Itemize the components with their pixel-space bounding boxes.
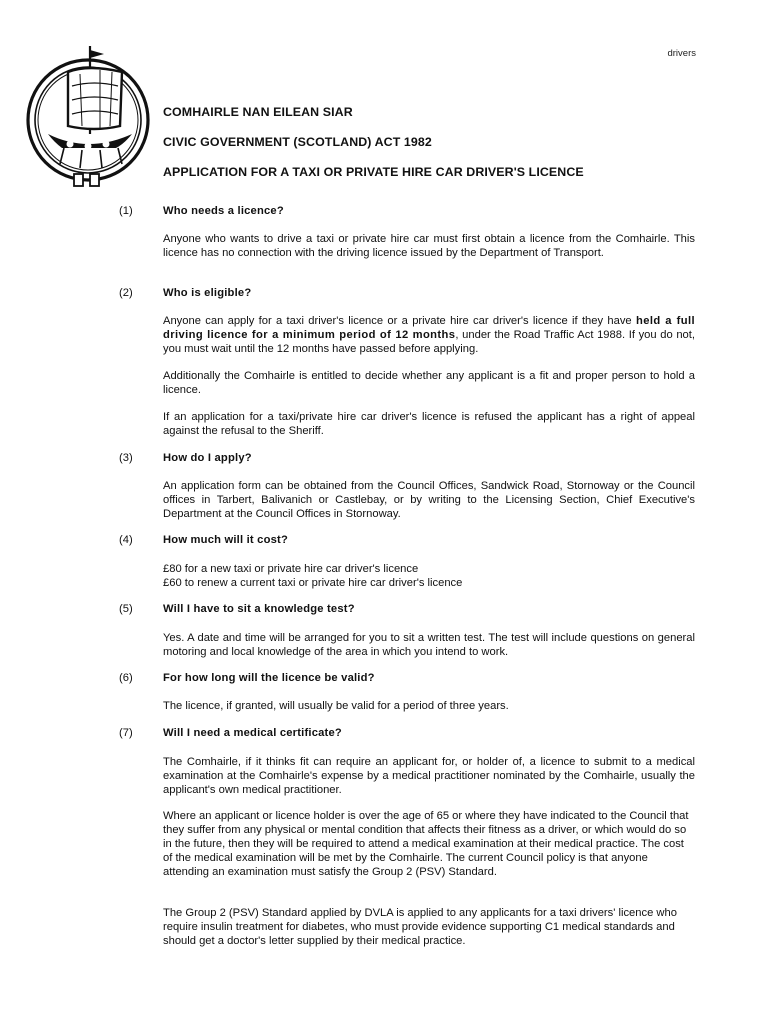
document-title: APPLICATION FOR A TAXI OR PRIVATE HIRE CAR DRIVER'S LICENCE [163,165,584,179]
section-paragraph [163,314,695,356]
section-paragraph: Anyone who wants to drive a taxi or private hire car must first obtain a licence from the Comhairle. This licence has no connection with the driving licence issued by the Department of Transport. [163,233,695,259]
section-question: Who needs a licence? [163,205,284,217]
section-paragraph: The licence, if granted, will usually be valid for a period of three years. [163,700,509,712]
section-paragraph: The Group 2 (PSV) Standard applied by DVLA is applied to any applicants for a taxi drivers' licence who require insulin treatment for diabetes, who must provide evidence supporting C1 medical standards and should get a doctor's letter supplied by their medical practice. [163,907,677,947]
section-question: How do I apply? [163,452,252,464]
paragraph-text: , under the Road Traffic Act 1988. If you do not, you must wait until the 12 months have passed before applying. [163,329,695,355]
document-tag: drivers [667,48,696,59]
council-crest-logo [24,42,156,192]
section-number: (1) [119,205,133,217]
section-paragraph: Yes. A date and time will be arranged for you to sit a written test. The test will include questions on general motoring and local knowledge of the area in which you intend to work. [163,632,695,658]
section-question: Who is eligible? [163,287,252,299]
act-name: CIVIC GOVERNMENT (SCOTLAND) ACT 1982 [163,135,432,149]
council-name: COMHAIRLE NAN EILEAN SIAR [163,105,353,119]
section-paragraph: If an application for a taxi/private hire car driver's licence is refused the applicant has a right of appeal against the refusal to the Sheriff. [163,411,695,437]
section-paragraph: Where an applicant or licence holder is over the age of 65 or where they have indicated to the Council that they suffer from any physical or mental condition that affects their fitness as a driver, or which would do so in the future, then they will be required to attend a medical examination at their medical practice. The cost of the medical examination will be met by the Comhairle. The current Council policy is that anyone attending an examination must satisfy the Group 2 (PSV) Standard. [163,810,689,878]
section-number: (7) [119,727,133,739]
section-paragraph: Additionally the Comhairle is entitled to decide whether any applicant is a fit and proper person to hold a licence. [163,370,695,396]
section-number: (5) [119,603,133,615]
fee-line: £60 to renew a current taxi or private hire car driver's licence [163,577,463,589]
section-paragraph: The Comhairle, if it thinks fit can require an applicant for, or holder of, a licence to submit to a medical examination at the Comhairle's expense by a medical practitioner nominated by the Comhairle, usually the applicant's own medical practitioner. [163,756,695,796]
section-paragraph: An application form can be obtained from the Council Offices, Sandwick Road, Stornoway or the Council offices in Tarbert, Balivanich or Castlebay, or by writing to the Licensing Section, Chief Executive's Department at the Council Offices in Stornoway. [163,480,695,520]
paragraph-text: Anyone can apply for a taxi driver's licence or a private hire car driver's licence if they have [163,315,636,327]
section-number: (3) [119,452,133,464]
section-number: (6) [119,672,133,684]
section-question: Will I need a medical certificate? [163,727,342,739]
section-number: (2) [119,287,133,299]
paragraph-emphasis: held a full driving licence for a minimum period of 12 months [163,315,695,341]
section-number: (4) [119,534,133,546]
section-question: Will I have to sit a knowledge test? [163,603,355,615]
section-question: How much will it cost? [163,534,288,546]
fee-line: £80 for a new taxi or private hire car driver's licence [163,563,419,575]
section-question: For how long will the licence be valid? [163,672,375,684]
